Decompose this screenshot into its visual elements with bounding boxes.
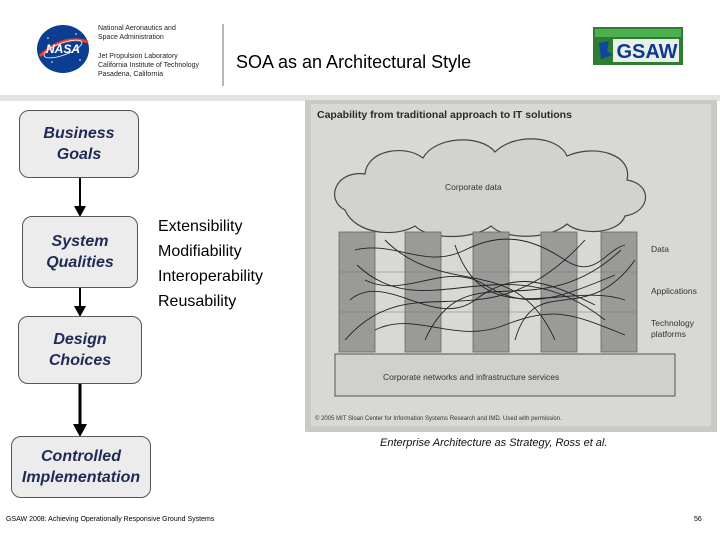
gsaw-logo	[593, 27, 683, 65]
box-label: Choices	[48, 352, 112, 369]
architecture-figure	[305, 100, 717, 432]
box-label: Design	[53, 331, 107, 348]
org-name-jpl	[98, 52, 228, 79]
nasa-logo-text: NASA	[45, 42, 81, 56]
arrow-down-icon	[72, 384, 88, 438]
label-applications: Applications	[651, 286, 697, 296]
system-qualities-box	[22, 216, 138, 288]
nasa-logo	[36, 24, 90, 74]
quality-item: Modifiability	[158, 243, 242, 260]
box-label: Qualities	[46, 254, 114, 271]
figure-citation: Enterprise Architecture as Strategy, Ross et al.	[380, 437, 608, 449]
org-line: California Institute of Technology	[98, 62, 200, 69]
header-divider	[222, 24, 224, 86]
figure-heading: Capability from traditional approach to IT solutions	[317, 109, 572, 121]
business-goals-box	[19, 110, 139, 178]
slide-header	[0, 0, 720, 100]
label-technology: Technology	[651, 318, 695, 328]
label-platforms: platforms	[651, 329, 686, 339]
quality-item: Extensibility	[158, 218, 243, 235]
quality-item: Reusability	[158, 293, 237, 310]
slide-title: SOA as an Architectural Style	[236, 52, 472, 72]
box-label: Implementation	[21, 469, 141, 486]
org-line: National Aeronautics and	[98, 25, 176, 32]
org-line: Jet Propulsion Laboratory	[98, 53, 178, 60]
arrow-down-icon	[72, 288, 88, 318]
figure-copyright: © 2005 MIT Sloan Center for Information Systems Research and IMD. Used with permission.	[315, 416, 562, 422]
qualities-list	[158, 214, 263, 314]
cloud-label: Corporate data	[445, 182, 502, 192]
label-data: Data	[651, 244, 669, 254]
arrow-down-icon	[72, 178, 88, 218]
footer-text: GSAW 2008: Achieving Operationally Responsive Ground Systems	[6, 516, 215, 523]
gsaw-logo-text: GSAW	[616, 41, 678, 63]
base-label: Corporate networks and infrastructure services	[383, 372, 560, 382]
org-line: Space Administration	[98, 34, 164, 41]
controlled-implementation-box	[11, 436, 151, 498]
design-choices-box	[18, 316, 142, 384]
box-label: Business	[43, 125, 115, 142]
box-label: Controlled	[40, 448, 121, 465]
quality-item: Interoperability	[158, 268, 263, 285]
box-label: System	[51, 233, 109, 250]
page-number: 56	[694, 516, 702, 523]
org-name-nasa	[98, 24, 218, 42]
box-label: Goals	[56, 146, 102, 163]
org-line: Pasadena, California	[98, 71, 163, 78]
